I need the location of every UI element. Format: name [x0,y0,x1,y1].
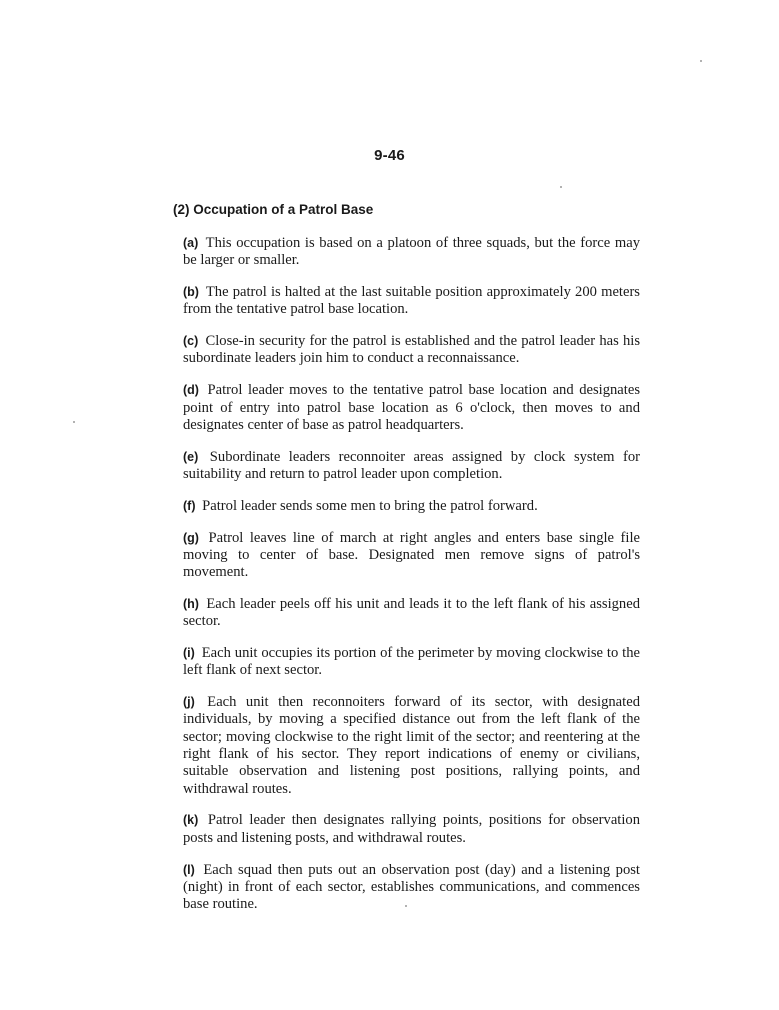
paragraph-text: Patrol leader sends some men to bring the patrol forward. [202,497,538,514]
scan-speck [73,421,75,423]
paragraph-text: Each squad then puts out an observation post (day) and a listening post (night) in front of each sector, establishes communications, and commences base routine. [183,861,640,913]
paragraph-label: (h) [183,596,199,611]
paragraph-text: The patrol is halted at the last suitable position approximately 200 meters from the tentative patrol base location. [183,284,640,318]
paragraph-text: Close-in security for the patrol is established and the patrol leader has his subordinate leaders join him to conduct a reconnaissance. [183,333,640,367]
paragraph-label: (f) [183,498,196,513]
paragraph-label: (g) [183,530,199,545]
scan-speck [560,186,562,188]
paragraph-label: (e) [183,449,199,464]
paragraph-label: (k) [183,813,199,828]
paragraph-text: Each leader peels off his unit and leads it to the left flank of his assigned sector. [183,595,641,630]
section-heading: (2) Occupation of a Patrol Base [173,202,374,217]
paragraph-f [183,498,640,515]
paragraph-label: (b) [183,285,199,300]
paragraph-g [183,530,640,582]
paragraph-e [183,449,640,484]
paragraph-label: (d) [183,383,199,398]
paragraph-label: (l) [183,862,195,877]
paragraph-l [183,862,640,914]
page-number: 9-46 [374,147,405,164]
paragraph-j [183,694,640,798]
paragraph-label: (a) [183,236,199,250]
paragraph-c [183,333,640,368]
paragraph-text: Each unit occupies its portion of the perimeter by moving clockwise to the left flank of next sector. [183,645,640,679]
paragraph-text: Patrol leaves line of march at right angles and enters base single file moving to center of base. Designated men remove signs of patrol's movement. [183,529,640,581]
paragraph-label: (i) [183,646,195,661]
paragraph-text: Each unit then reconnoiters forward of its sector, with designated individuals, by moving a specified distance out from the left flank of the sector; moving clockwise to the right limit of the sector; and reentering at the right flank of his sector. They report indications of enemy or civilians, suitable observation and listening post positions, rallying points, and withdrawal routes. [183,694,640,797]
paragraph-text: This occupation is based on a platoon of three squads, but the force may be larger or smaller. [183,235,640,269]
paragraph-label: (j) [183,695,195,710]
paragraph-d [183,382,640,434]
paragraph-k [183,812,640,847]
scan-speck [700,60,702,62]
paragraph-i [183,645,640,680]
paragraph-list [183,235,640,928]
paragraph-b [183,284,640,319]
paragraph-a [183,235,640,270]
scan-speck [405,905,407,907]
paragraph-label: (c) [183,334,199,349]
paragraph-text: Patrol leader then designates rallying points, positions for observation posts and listening posts, and withdrawal routes. [183,812,640,846]
paragraph-text: Subordinate leaders reconnoiter areas assigned by clock system for suitability and return to patrol leader upon completion. [183,448,640,482]
paragraph-h [183,596,640,631]
paragraph-text: Patrol leader moves to the tentative patrol base location and designates point of entry into patrol base location as 6 o'clock, then moves to and designates center of base as patrol headquarters. [183,382,640,433]
